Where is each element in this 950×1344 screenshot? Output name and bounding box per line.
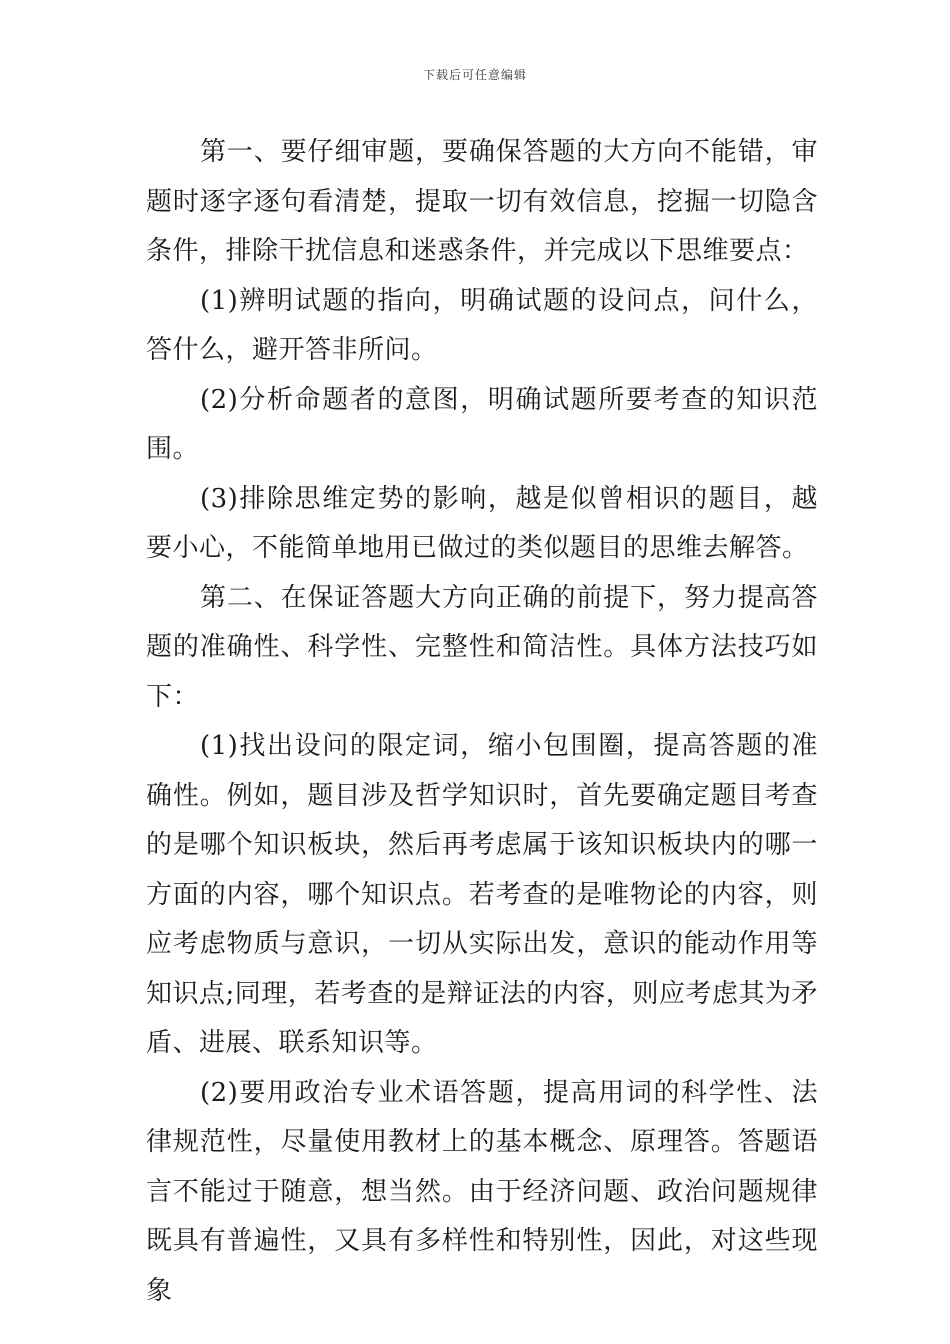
paragraph-4: (3)排除思维定势的影响，越是似曾相识的题目，越要小心，不能简单地用已做过的类似题目的思维去解答。	[146, 483, 818, 563]
document-body	[146, 128, 818, 1316]
paragraph-7: (2)要用政治专业术语答题，提高用词的科学性、法律规范性，尽量使用教材上的基本概念、原理答。答题语言不能过于随意，想当然。由于经济问题、政治问题规律既具有普遍性，又具有多样性和特别性，因此，对这些现象	[146, 1077, 818, 1306]
paragraph-2: (1)辨明试题的指向，明确试题的设问点，问什么，答什么，避开答非所问。	[146, 285, 818, 365]
paragraph-1: 第一、要仔细审题，要确保答题的大方向不能错，审题时逐字逐句看清楚，提取一切有效信息，挖掘一切隐含条件，排除干扰信息和迷惑条件，并完成以下思维要点：	[146, 137, 818, 266]
paragraph-5: 第二、在保证答题大方向正确的前提下，努力提高答题的准确性、科学性、完整性和简洁性。具体方法技巧如下：	[146, 582, 818, 712]
paragraph-3: (2)分析命题者的意图，明确试题所要考查的知识范围。	[146, 384, 818, 464]
page-header-note: 下载后可任意编辑	[422, 68, 527, 82]
paragraph-6: (1)找出设问的限定词，缩小包围圈，提高答题的准确性。例如，题目涉及哲学知识时，首先要确定题目考查的是哪个知识板块，然后再考虑属于该知识板块内的哪一方面的内容，哪个知识点。若考查的是唯物论的内容，则应考虑物质与意识，一切从实际出发，意识的能动作用等知识点;同理，若考查的是辩证法的内容，则应考虑其为矛盾、进展、联系知识等。	[146, 731, 818, 1058]
